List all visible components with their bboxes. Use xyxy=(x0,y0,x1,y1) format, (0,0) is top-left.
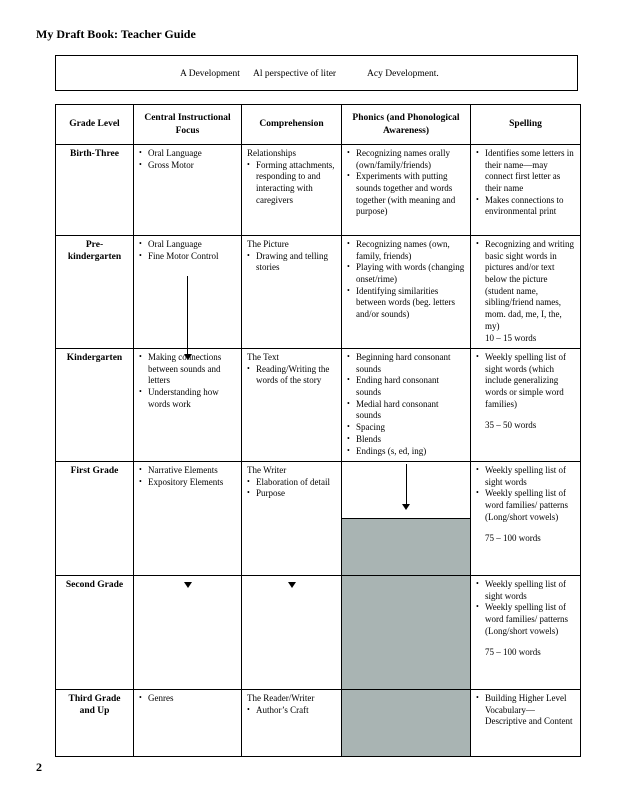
comprehension-cell xyxy=(242,462,342,576)
list-item: • Experiments with putting sounds together and words together (with meaning and purpose) xyxy=(347,171,465,218)
spelling-cell xyxy=(471,236,581,349)
grade-cell: Pre-kindergarten xyxy=(56,236,134,349)
subtitle-part-1: A Development xyxy=(180,69,240,79)
focus-cell xyxy=(134,462,242,576)
arrow-down-icon xyxy=(402,464,410,510)
focus-cell xyxy=(134,145,242,236)
phonics-cell xyxy=(342,145,471,236)
list-item: • Recognizing names (own, family, friends) xyxy=(347,239,465,262)
word-count: 75 – 100 words xyxy=(485,647,541,658)
focus-cell xyxy=(134,236,242,349)
spelling-cell xyxy=(471,462,581,576)
word-count: 10 – 15 words xyxy=(485,332,537,343)
list-item: • Weekly spelling list of word families/ patterns (Long/short vowels) xyxy=(476,488,575,523)
spelling-cell xyxy=(471,690,581,757)
grade-cell: Birth-Three xyxy=(56,145,134,236)
subtitle-box xyxy=(55,55,578,91)
comprehension-cell xyxy=(242,145,342,236)
table-row xyxy=(56,576,581,690)
list-item: • Ending hard consonant sounds xyxy=(347,375,465,398)
arrow-down-icon xyxy=(288,582,296,588)
word-count: 75 – 100 words xyxy=(485,533,541,544)
list-item: • Blends xyxy=(347,434,465,446)
list-item: • Expository Elements xyxy=(139,477,236,489)
list-item: • Identifies some letters in their name—may connect first letter as their name xyxy=(476,148,575,195)
list-item: • Forming attachments, responding to and interacting with caregivers xyxy=(247,160,336,207)
grade-cell: Second Grade xyxy=(56,576,134,690)
list-item: • Endings (s, ed, ing) xyxy=(347,446,465,458)
list-item: • Weekly spelling list of sight words xyxy=(476,465,575,488)
header-phonics: Phonics (and Phonological Awareness) xyxy=(342,105,471,145)
list-item: • Understanding how words work xyxy=(139,387,236,410)
arrow-down-icon xyxy=(184,582,192,588)
word-count: 35 – 50 words xyxy=(485,420,537,431)
spelling-cell xyxy=(471,145,581,236)
list-item: • Genres xyxy=(139,693,236,705)
header-comprehension: Comprehension xyxy=(242,105,342,145)
list-item: • Purpose xyxy=(247,488,336,500)
list-item: • Makes connections to environmental print xyxy=(476,195,575,218)
phonics-cell xyxy=(342,462,471,576)
list-item: • Narrative Elements xyxy=(139,465,236,477)
list-item: • Medial hard consonant sounds xyxy=(347,399,465,422)
list-item: • Fine Motor Control xyxy=(139,251,236,263)
comprehension-cell xyxy=(242,576,342,690)
list-item: • Identifying similarities between words (beg. letters and/or sounds) xyxy=(347,286,465,321)
table-row xyxy=(56,349,581,462)
phonics-cell xyxy=(342,690,471,757)
subtitle-part-2: Al perspective of liter xyxy=(253,69,337,79)
phonics-cell xyxy=(342,349,471,462)
list-item: • Recognizing names orally (own/family/friends) xyxy=(347,148,465,171)
list-item: • Weekly spelling list of sight words (which include generalizing words or simple word families) xyxy=(476,352,575,410)
spelling-cell xyxy=(471,349,581,462)
list-item: • Playing with words (changing onset/rime) xyxy=(347,262,465,285)
table-row xyxy=(56,690,581,757)
list-item: • Recognizing and writing basic sight words in pictures and/or text below the picture (student name, sibling/friend names, mom. dad, me, I, the, my) xyxy=(476,239,575,333)
grade-cell: Kindergarten xyxy=(56,349,134,462)
list-item: • Building Higher Level Vocabulary—Descriptive and Content xyxy=(476,693,575,728)
focus-cell xyxy=(134,690,242,757)
comprehension-lead: The Picture xyxy=(247,239,289,249)
shaded-block xyxy=(342,518,470,575)
phonics-cell xyxy=(342,236,471,349)
table-row xyxy=(56,462,581,576)
list-item: • Oral Language xyxy=(139,239,236,251)
literacy-development-table xyxy=(55,104,581,757)
list-item: • Oral Language xyxy=(139,148,236,160)
list-item: • Drawing and telling stories xyxy=(247,251,336,274)
header-spelling: Spelling xyxy=(471,105,581,145)
header-grade-level: Grade Level xyxy=(56,105,134,145)
list-item: • Author’s Craft xyxy=(247,705,336,717)
table-row xyxy=(56,145,581,236)
subtitle-part-3: Acy Development. xyxy=(367,69,439,79)
arrow-down-icon xyxy=(184,276,192,360)
grade-cell: Third Grade and Up xyxy=(56,690,134,757)
list-item: • Reading/Writing the words of the story xyxy=(247,364,336,387)
list-item: • Spacing xyxy=(347,422,465,434)
list-item: • Gross Motor xyxy=(139,160,236,172)
document-title: My Draft Book: Teacher Guide xyxy=(36,27,196,41)
comprehension-cell xyxy=(242,349,342,462)
list-item: • Weekly spelling list of sight words xyxy=(476,579,575,602)
comprehension-lead: The Writer xyxy=(247,465,287,475)
focus-cell xyxy=(134,576,242,690)
list-item: • Weekly spelling list of word families/ patterns (Long/short vowels) xyxy=(476,602,575,637)
comprehension-lead: The Reader/Writer xyxy=(247,693,315,703)
comprehension-lead: The Text xyxy=(247,352,279,362)
table-row xyxy=(56,236,581,349)
header-focus: Central Instructional Focus xyxy=(134,105,242,145)
header-row xyxy=(56,105,581,145)
spelling-cell xyxy=(471,576,581,690)
list-item: • Making connections between sounds and letters xyxy=(139,352,236,387)
grade-cell: First Grade xyxy=(56,462,134,576)
page-number: 2 xyxy=(36,760,42,774)
list-item: • Beginning hard consonant sounds xyxy=(347,352,465,375)
phonics-cell xyxy=(342,576,471,690)
focus-cell xyxy=(134,349,242,462)
comprehension-cell xyxy=(242,236,342,349)
comprehension-cell xyxy=(242,690,342,757)
comprehension-lead: Relationships xyxy=(247,148,296,158)
list-item: • Elaboration of detail xyxy=(247,477,336,489)
